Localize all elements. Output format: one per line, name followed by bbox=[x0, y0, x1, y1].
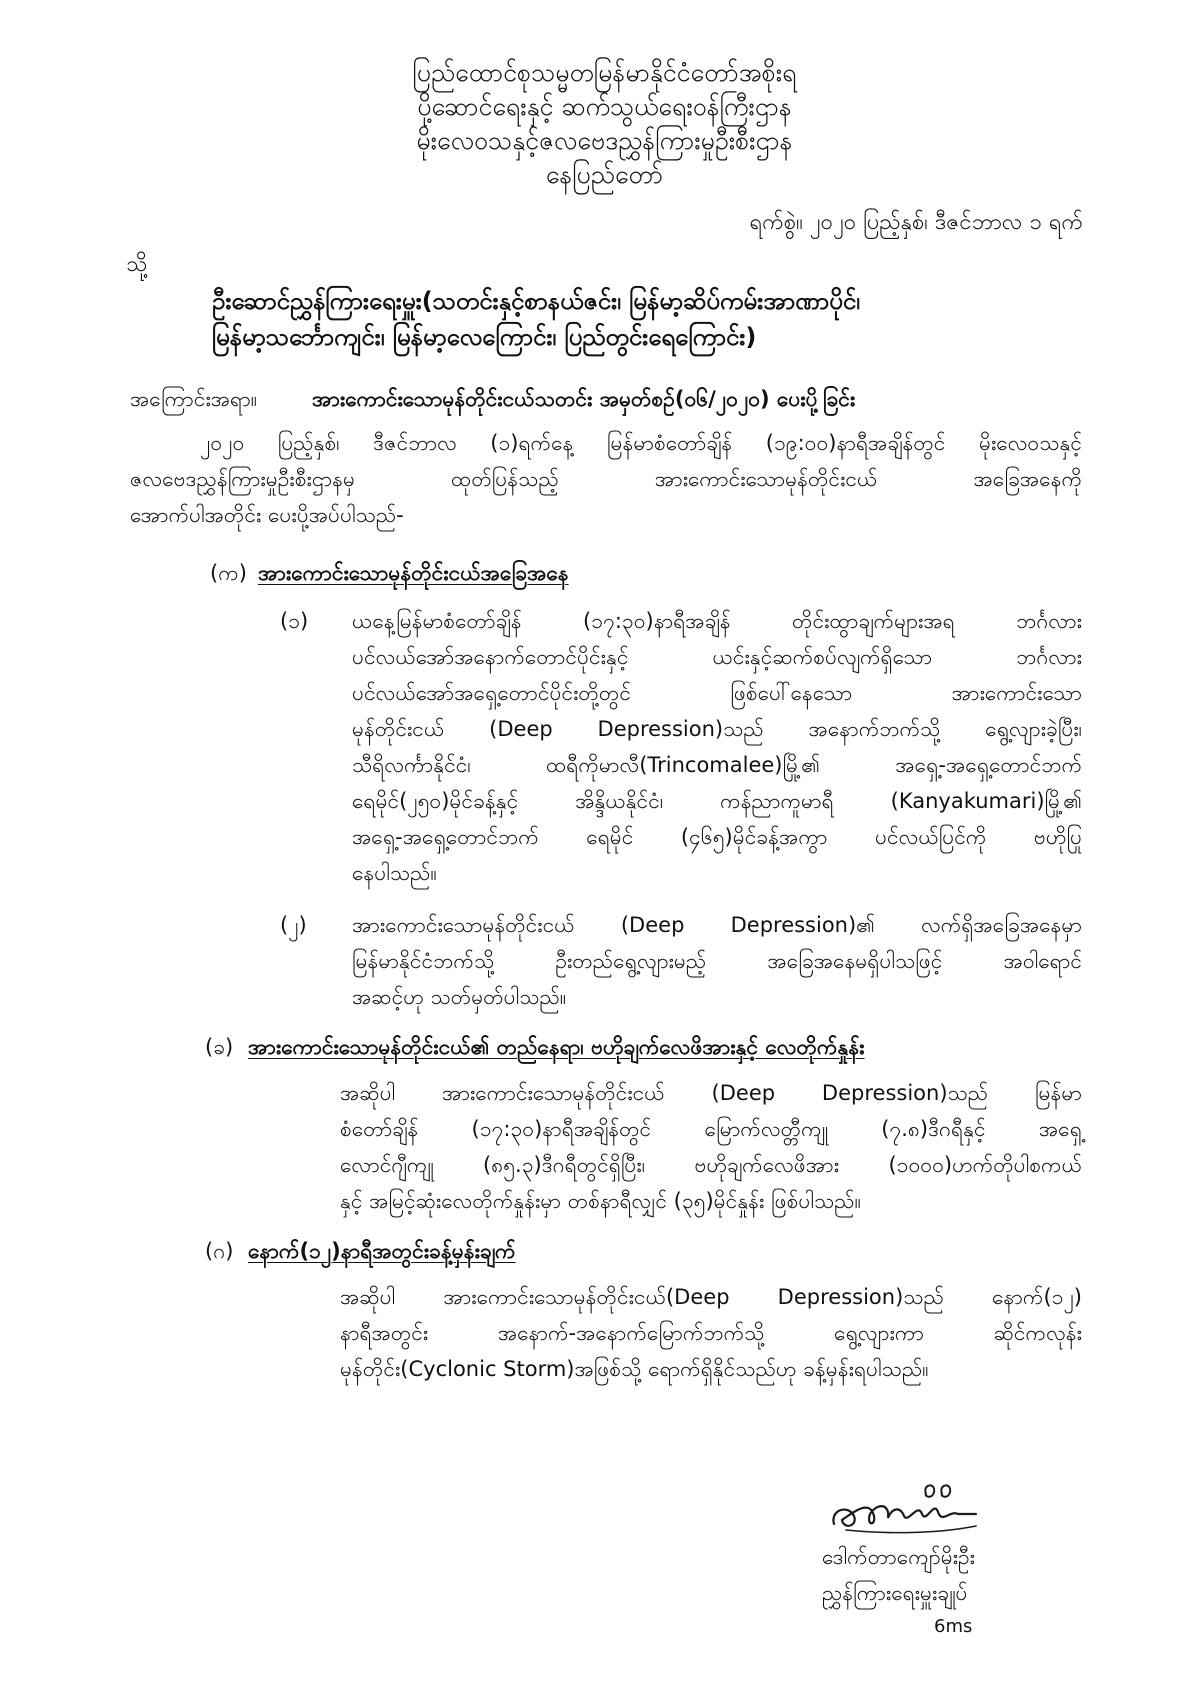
intro-line-1: ၂၀၂၀ ပြည့်နှစ်၊ ဒီဇင်ဘာလ (၁)ရက်နေ့ မြန်မာစံတော်ချိန် (၁၉:၀၀)နာရီအချိန်တွင် မိုးလေဝသနှင့် bbox=[200, 431, 1082, 455]
item-1-line: အရှေ့-အရှေ့တောင်ဘက် ရေမိုင် (၄၆၅)မိုင်ခန့်အကွာ ပင်လယ်ပြင်ကို ဗဟိုပြု bbox=[352, 825, 1082, 849]
section-ka-heading: အားကောင်းသောမုန်တိုင်းငယ်အခြေအနေ bbox=[258, 561, 569, 585]
item-1-line: ပင်လယ်အော်အရှေ့တောင်ပိုင်းတို့တွင် ဖြစ်ပေါ်နေသော အားကောင်းသော bbox=[352, 681, 1082, 705]
signatory-name: ဒေါက်တာကျော်မိုးဦး bbox=[822, 1545, 976, 1569]
handwritten-signature bbox=[826, 1480, 996, 1536]
intro-line-2: ဇလဗေဒညွှန်ကြားမှုဦးစီးဌာနမှ ထုတ်ပြန်သည့် အားကောင်းသောမုန်တိုင်းငယ် အခြေအနေကို bbox=[130, 467, 1082, 491]
section-kha-line: စံတော်ချိန် (၁၇:၃၀)နာရီအချိန်တွင် မြောက်လတ္တီကျု (၇.၈)ဒီဂရီနှင့် အရှေ့ bbox=[340, 1117, 1082, 1141]
item-1-line: ပင်လယ်အော်အနောက်တောင်ပိုင်းနှင့် ယင်းနှင့်ဆက်စပ်လျက်ရှိသော ဘင်္ဂလား bbox=[352, 645, 1082, 669]
item-2-line: မြန်မာနိုင်ငံဘက်သို့ ဦးတည်ရွေ့လျားမည့် အခြေအနေမရှိပါသဖြင့် အဝါရောင် bbox=[352, 949, 1082, 973]
recipients-line-2: မြန်မာ့သင်္ဘောကျင်း၊ မြန်မာ့လေကြောင်း၊ ပြည်တွင်းရေကြောင်း) bbox=[212, 323, 757, 351]
item-1-line: မုန်တိုင်းငယ် (Deep Depression)သည် အနောက်ဘက်သို့ ရွေ့လျားခဲ့ပြီး၊ bbox=[352, 717, 1082, 741]
section-kha-line: အဆိုပါ အားကောင်းသောမုန်တိုင်းငယ် (Deep Depression)သည် မြန်မာ bbox=[340, 1081, 1082, 1105]
section-ga-line: အဆိုပါ အားကောင်းသောမုန်တိုင်းငယ်(Deep Depression)သည် နောက်(၁၂) bbox=[340, 1285, 1082, 1309]
subject-text: အားကောင်းသောမုန်တိုင်းငယ်သတင်း အမှတ်စဉ်(၀၆/၂၀၂၀) ပေးပို့ခြင်း bbox=[312, 387, 856, 411]
item-2-marker: (၂) bbox=[280, 913, 307, 937]
section-ga-heading: နောက်(၁၂)နာရီအတွင်းခန့်မှန်းချက် bbox=[248, 1239, 516, 1263]
signatory-title: ညွှန်ကြားရေးမှူးချုပ် bbox=[822, 1581, 968, 1605]
section-kha-marker: (ခ) bbox=[205, 1035, 234, 1059]
signatory-initials: 6ms bbox=[934, 1616, 973, 1637]
item-1-line: ယနေ့မြန်မာစံတော်ချိန် (၁၇:၃၀)နာရီအချိန် တိုင်းထွာချက်များအရ ဘင်္ဂလား bbox=[352, 609, 1082, 633]
recipients-line-1: ဦးဆောင်ညွှန်ကြားရေးမှူး(သတင်းနှင့်စာနယ်ဇင်း၊ မြန်မာ့ဆိပ်ကမ်းအာဏာပိုင်၊ bbox=[212, 287, 860, 315]
header-government: ပြည်ထောင်စုသမ္မတမြန်မာနိုင်ငံတော်အစိုးရ bbox=[412, 58, 797, 87]
section-kha-line: လောင်ဂျီကျု (၈၅.၃)ဒီဂရီတွင်ရှိပြီး၊ ဗဟိုချက်လေဖိအား (၁၀၀၀)ဟက်တိုပါစကယ် bbox=[340, 1153, 1082, 1177]
item-1-line: သီရိလင်္ကာနိုင်ငံ၊ ထရီကိုမာလီ(Trincomalee)မြို့၏ အရှေ့-အရှေ့တောင်ဘက် bbox=[352, 753, 1082, 777]
section-ka-marker: (က) bbox=[210, 561, 247, 585]
header-city: နေပြည်တော် bbox=[545, 160, 664, 189]
item-1-marker: (၁) bbox=[280, 609, 309, 633]
section-kha-line: နှင့် အမြင့်ဆုံးလေတိုက်နှုန်းမှာ တစ်နာရီလျှင် (၃၅)မိုင်နှုန်း ဖြစ်ပါသည်။ bbox=[340, 1189, 861, 1213]
intro-line-3: အောက်ပါအတိုင်း ပေးပို့အပ်ပါသည်- bbox=[130, 503, 404, 527]
header-ministry: ပို့ဆောင်ရေးနှင့် ဆက်သွယ်ရေးဝန်ကြီးဌာန bbox=[417, 92, 792, 121]
section-kha-heading: အားကောင်းသောမုန်တိုင်းငယ်၏ တည်နေရာ၊ ဗဟိုချက်လေဖိအားနှင့် လေတိုက်နှုန်း bbox=[248, 1035, 865, 1059]
header-department: မိုးလေဝသနှင့်ဇလဗေဒညွှန်ကြားမှုဦးစီးဌာန bbox=[416, 126, 793, 155]
section-ga-marker: (ဂ) bbox=[205, 1239, 234, 1263]
item-1-line: နေပါသည်။ bbox=[352, 861, 437, 885]
item-2-line: အားကောင်းသောမုန်တိုင်းငယ် (Deep Depression)၏ လက်ရှိအခြေအနေမှာ bbox=[352, 913, 1082, 937]
section-ga-line: မုန်တိုင်း(Cyclonic Storm)အဖြစ်သို့ ရောက်ရှိနိုင်သည်ဟု ခန့်မှန်းရပါသည်။ bbox=[340, 1357, 929, 1381]
to-label: သို့ bbox=[126, 252, 148, 277]
section-ga-line: နာရီအတွင်း အနောက်-အနောက်မြောက်ဘက်သို့ ရွေ့လျားကာ ဆိုင်ကလုန်း bbox=[340, 1321, 1082, 1345]
subject-label: အကြောင်းအရာ။ bbox=[130, 387, 258, 411]
item-1-line: ရေမိုင်(၂၅၀)မိုင်ခန့်နှင့် အိန္ဒိယနိုင်ငံ၊ ကန်ညာကူမာရီ (Kanyakumari)မြို့၏ bbox=[352, 789, 1082, 813]
item-2-line: အဆင့်ဟု သတ်မှတ်ပါသည်။ bbox=[352, 985, 567, 1009]
letter-date: ရက်စွဲ။ ၂၀၂၀ ပြည့်နှစ်၊ ဒီဇင်ဘာလ ၁ ရက် bbox=[749, 210, 1083, 235]
